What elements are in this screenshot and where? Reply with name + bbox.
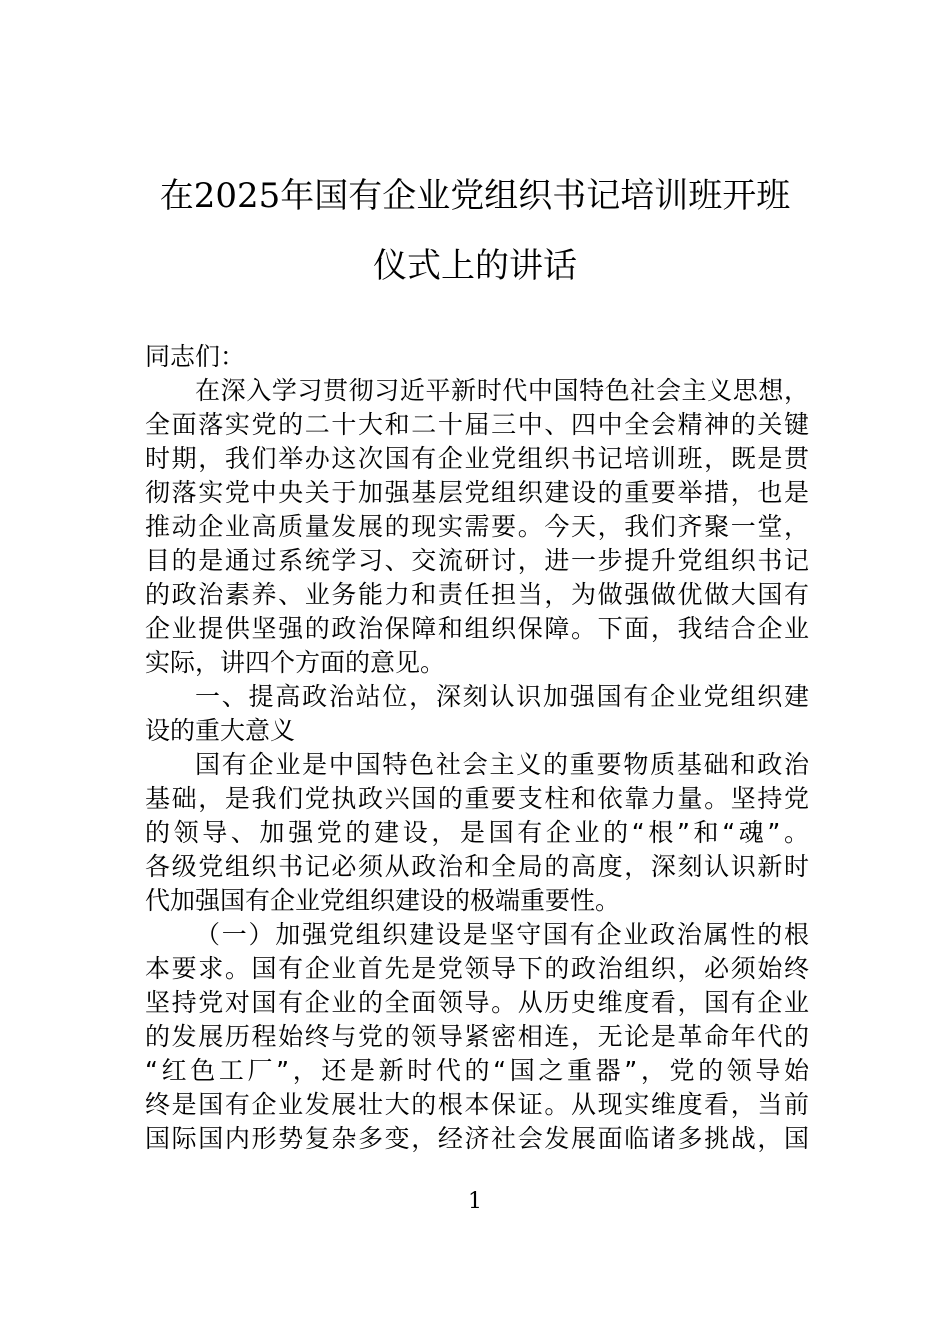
body-line: 坚持党对国有企业的全面领导。从历史维度看，国有企业 — [145, 988, 809, 1017]
body-line: 基础，是我们党执政兴国的重要支柱和依靠力量。坚持党 — [145, 784, 809, 813]
body-line: 的发展历程始终与党的领导紧密相连，无论是革命年代的 — [145, 1022, 809, 1051]
document-title-line-2: 仪式上的讲话 — [373, 246, 577, 286]
body-line: 国际国内形势复杂多变，经济社会发展面临诸多挑战，国 — [145, 1124, 809, 1153]
body-line: （一）加强党组织建设是坚守国有企业政治属性的根 — [195, 920, 809, 949]
title-suffix: 年国有企业党组织书记培训班开班 — [280, 176, 791, 216]
body-line: 企业提供坚强的政治保障和组织保障。下面，我结合企业 — [145, 614, 809, 643]
body-line: 的政治素养、业务能力和责任担当，为做强做优做大国有 — [145, 580, 809, 609]
body-line: 推动企业高质量发展的现实需要。今天，我们齐聚一堂， — [145, 512, 809, 541]
salutation: 同志们： — [145, 342, 246, 371]
body-line: 的领导、加强党的建设，是国有企业的“根”和“魂”。 — [145, 818, 809, 847]
body-line: 代加强国有企业党组织建设的极端重要性。 — [145, 886, 621, 915]
body-line: 本要求。国有企业首先是党领导下的政治组织，必须始终 — [145, 954, 809, 983]
body-line: 在深入学习贯彻习近平新时代中国特色社会主义思想， — [195, 376, 809, 405]
body-line: 实际，讲四个方面的意见。 — [145, 648, 446, 677]
body-line: 时期，我们举办这次国有企业党组织书记培训班，既是贯 — [145, 444, 809, 473]
body-line: 国有企业是中国特色社会主义的重要物质基础和政治 — [195, 750, 809, 779]
body-line: 全面落实党的二十大和二十届三中、四中全会精神的关键 — [145, 410, 809, 439]
body-line: 彻落实党中央关于加强基层党组织建设的重要举措，也是 — [145, 478, 809, 507]
body-line: 终是国有企业发展壮大的根本保证。从现实维度看，当前 — [145, 1090, 809, 1119]
document-body — [145, 340, 809, 1156]
page-number: 1 — [468, 1189, 482, 1214]
section-heading-line: 设的重大意义 — [145, 716, 296, 745]
body-line: 目的是通过系统学习、交流研讨，进一步提升党组织书记 — [145, 546, 809, 575]
title-year: 2025 — [193, 176, 281, 216]
title-prefix: 在 — [159, 176, 194, 216]
body-line: “红色工厂”，还是新时代的“国之重器”，党的领导始 — [145, 1056, 809, 1085]
body-line: 各级党组织书记必须从政治和全局的高度，深刻认识新时 — [145, 852, 809, 881]
document-title-line-1 — [120, 176, 830, 216]
section-heading-line: 一、提高政治站位，深刻认识加强国有企业党组织建 — [195, 682, 809, 711]
